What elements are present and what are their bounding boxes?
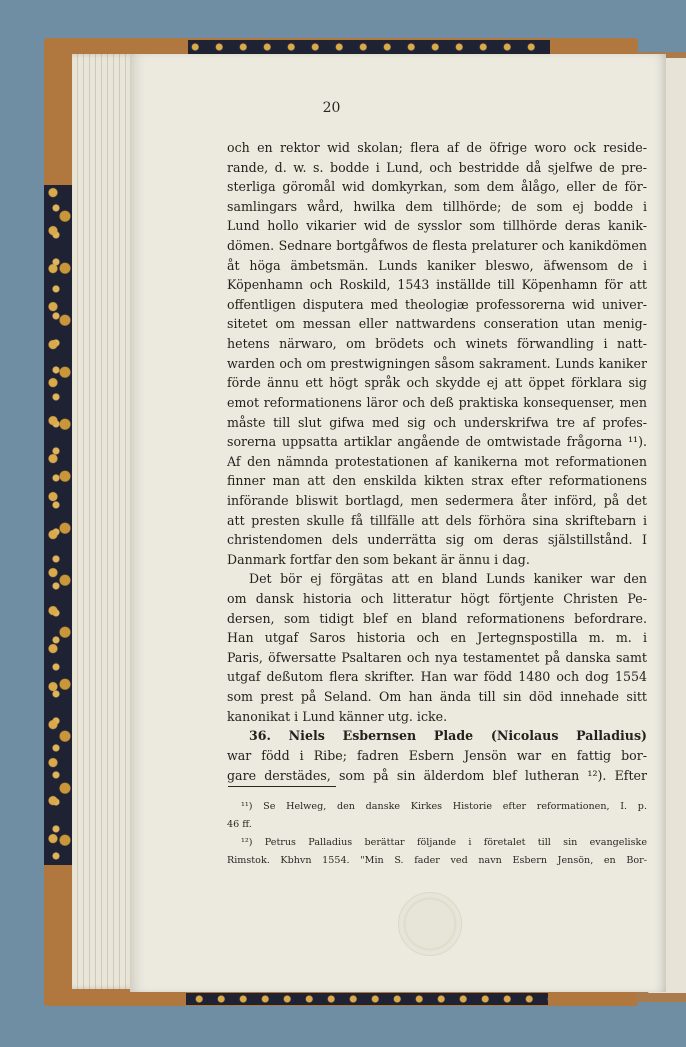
marbled-edge-top [188,40,550,54]
text-line: warden och om prestwigningen såsom sakrament. Lunds kaniker [227,355,647,371]
footnote-line: ¹²) Petrus Palladius berättar följande i företalet till sin evangeliske [241,837,647,848]
text-line: och en rektor wid skolan; flera af de öfrige woro ock reside- [227,140,647,155]
text-line: Af den nämnda protestationen af kanikerna mot reformationen [227,453,647,469]
footnote-rule [228,786,336,787]
text-line: åt höga ämbetsmän. Lunds kaniker bleswo, äfwensom de i [227,257,647,273]
footnote-line: 46 ff. [227,819,252,830]
text-line: om dansk historia och litteratur högt förtjente Christen Pe- [227,591,647,607]
text-line: måste till slut gifwa med sig och underskrifwa tre af profes- [227,414,647,430]
text-line: rande, d. w. s. bodde i Lund, och bestridde då sjelfwe de pre- [227,159,647,175]
marbled-edge-bottom [186,993,548,1005]
text-line: Paris, öfwersatte Psaltaren och nya testamentet på danska samt [227,649,647,665]
text-line: offentligen disputera med theologiæ professorerna wid univer- [227,296,647,312]
text-line: dersen, som tidigt blef en bland reformationens befordrare. [227,610,647,626]
text-line: hetens närwaro, om brödets och winets förwandling i natt- [227,336,647,352]
text-line: förde ännu ett högt språk och skydde ej att öppet förklara sig [227,375,647,391]
text-line: Danmark fortfar den som bekant är ännu i dag. [227,551,530,567]
text-line: kanonikat i Lund känner utg. icke. [227,708,448,724]
text-line: finner man att den enskilda kikten strax efter reformationens [227,473,647,489]
marbled-edge-left [44,185,74,865]
footnote-line: ¹¹) Se Helweg, den danske Kirkes Historie efter reformationen, I. p. [241,801,647,812]
text-line: christendomen dels underrätta sig om deras själstillstånd. I [227,532,647,548]
text-line: Han utgaf Saros historia och en Jertegnspostilla m. m. i [227,630,647,646]
text-line: att presten skulle få tillfälle att dels förhöra sina skriftebarn i [227,512,647,528]
footnote-line: Rimstok. Kbhvn 1554. "Min S. fader ved navn Esbern Jensön, en Bor- [227,855,647,866]
text-line: sorerna uppsatta artiklar angående de omtwistade frågorna ¹¹). [227,434,647,450]
page-number: 20 [322,100,341,116]
text-line: samlingars wård, hwilka dem tillhörde; de som ej bodde i [227,198,647,214]
text-line: Lund hollo vikarier wid de sysslor som tillhörde deras kanik- [227,218,647,234]
body-text [227,138,647,785]
text-line: emot reformationens läror och deß praktiska konsequenser, men [227,394,647,410]
text-line: införande bliswit bortlagd, men sedermera åter införd, på det [227,492,647,508]
text-line: som prest på Seland. Om han ända till sin död innehade sitt [227,689,647,705]
text-line: sterliga göromål wid domkyrkan, som dem ålågo, eller de för- [227,179,647,195]
text-line: utgaf deßutom flera skrifter. Han war född 1480 och dog 1554 [227,669,647,685]
section-heading-line: 36. Niels Esbernsen Plade (Nicolaus Palladius) [249,728,647,744]
text-line: Köpenhamn och Roskild, 1543 inställde till Köpenhamn för att [227,277,647,293]
text-line: gare derstädes, som på sin älderdom blef lutheran ¹²). Efter [227,767,647,783]
text-line: sitetet om messan eller nattwardens conseration utan menig- [227,316,647,332]
text-line: Det bör ej förgätas att en bland Lunds kaniker war den [249,571,647,587]
page-leaves [72,54,136,989]
library-stamp [398,892,462,956]
footnotes [227,798,647,870]
text-line: dömen. Sednare bortgåfwos de flesta prelaturer och kanikdömen [227,238,647,254]
text-line: war född i Ribe; fadren Esbern Jensön war en fattig bor- [227,747,647,763]
